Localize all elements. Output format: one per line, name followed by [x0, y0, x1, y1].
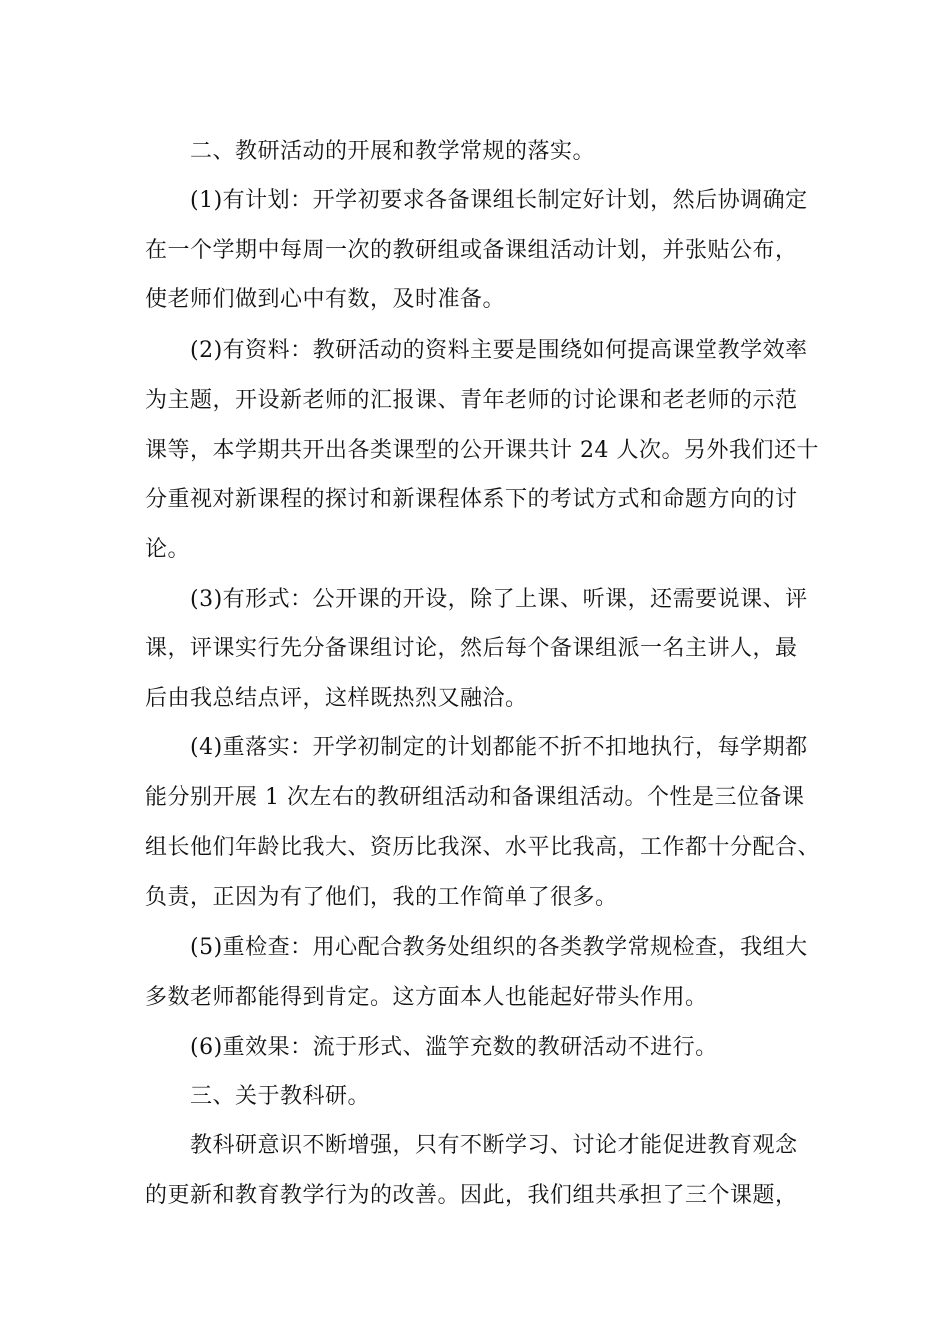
paragraph-line: (2)有资料：教研活动的资料主要是围绕如何提高课堂教学效率	[190, 338, 808, 363]
paragraph-line: 后由我总结点评，这样既热烈又融洽。	[145, 686, 528, 711]
paragraph-line: 能分别开展 1 次左右的教研组活动和备课组活动。个性是三位备课	[145, 785, 805, 810]
paragraph-line: 组长他们年龄比我大、资历比我深、水平比我高，工作都十分配合、	[145, 835, 821, 860]
paragraph-line: (1)有计划：开学初要求各备课组长制定好计划，然后协调确定	[190, 188, 808, 213]
section-heading-3: 三、关于教科研。	[190, 1084, 371, 1109]
section-heading-2: 二、教研活动的开展和教学常规的落实。	[190, 139, 596, 164]
paragraph-line: 论。	[145, 537, 191, 562]
paragraph-line: 在一个学期中每周一次的教研组或备课组活动计划，并张贴公布，	[145, 238, 798, 263]
paragraph-line: 课等，本学期共开出各类课型的公开课共计 24 人次。另外我们还十	[145, 438, 819, 463]
paragraph-line: 多数老师都能得到肯定。这方面本人也能起好带头作用。	[145, 985, 708, 1010]
paragraph-line: 课，评课实行先分备课组讨论，然后每个备课组派一名主讲人，最	[145, 636, 798, 661]
paragraph-line: (6)重效果：流于形式、滥竽充数的教研活动不进行。	[190, 1035, 718, 1060]
paragraph-line: 分重视对新课程的探讨和新课程体系下的考试方式和命题方向的讨	[145, 487, 798, 512]
paragraph-line: 使老师们做到心中有数，及时准备。	[145, 287, 506, 312]
paragraph-line: (4)重落实：开学初制定的计划都能不折不扣地执行，每学期都	[190, 735, 808, 760]
paragraph-line: 为主题，开设新老师的汇报课、青年老师的讨论课和老老师的示范	[145, 388, 798, 413]
paragraph-line: 负责，正因为有了他们，我的工作简单了很多。	[145, 885, 618, 910]
paragraph-line: 的更新和教育教学行为的改善。因此，我们组共承担了三个课题，	[145, 1183, 798, 1208]
paragraph-line: (5)重检查：用心配合教务处组织的各类教学常规检查，我组大	[190, 935, 808, 960]
paragraph-line: (3)有形式：公开课的开设，除了上课、听课，还需要说课、评	[190, 587, 808, 612]
paragraph-line: 教科研意识不断增强，只有不断学习、讨论才能促进教育观念	[190, 1133, 798, 1158]
